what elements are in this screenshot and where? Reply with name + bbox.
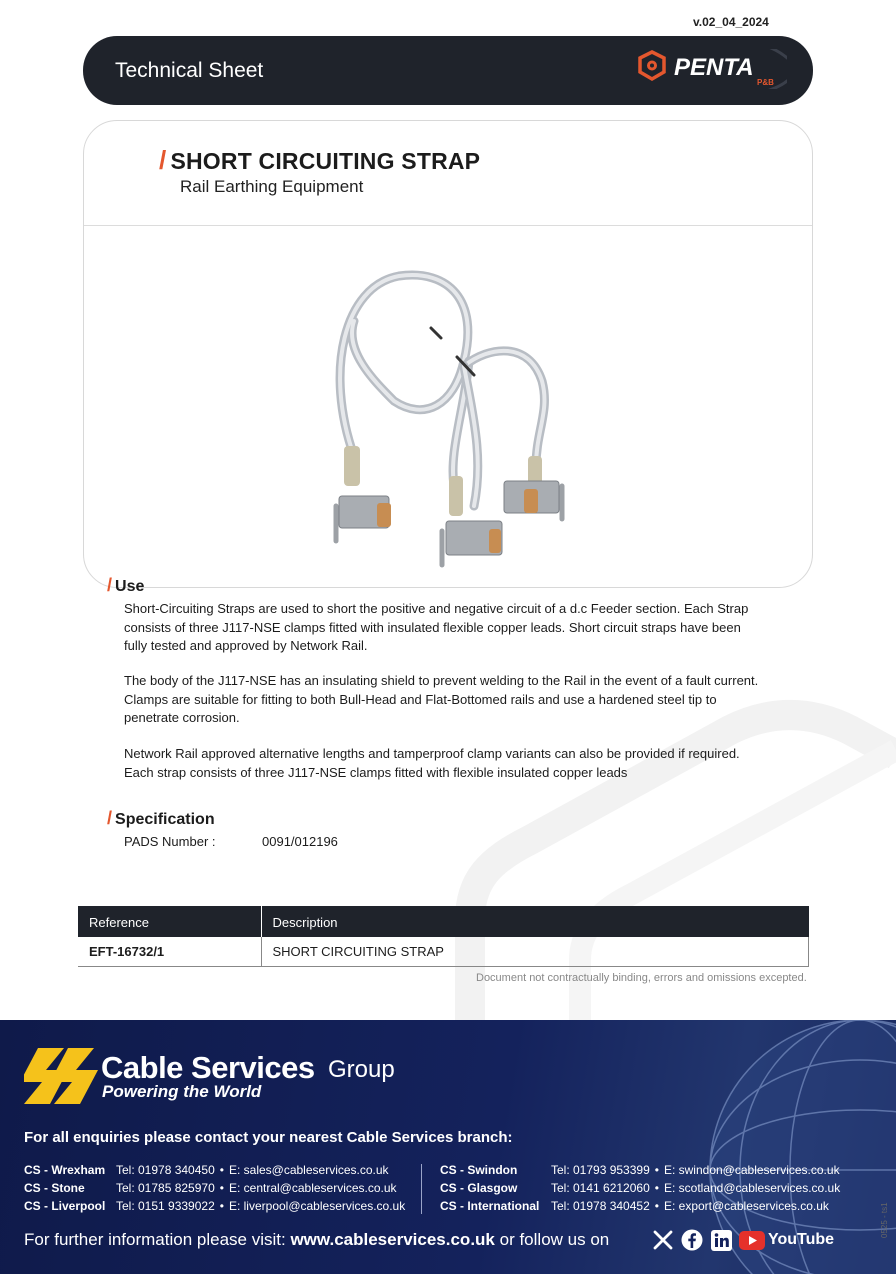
branch-row-international: CS - International Tel: 01978 340452 • E: export@cableservices.co.uk (440, 1199, 829, 1213)
product-card (83, 120, 813, 588)
branch-row-liverpool: CS - Liverpool Tel: 0151 9339022 • E: liverpool@cableservices.co.uk (24, 1199, 406, 1213)
branch-email[interactable]: E: central@cableservices.co.uk (228, 1181, 397, 1195)
disclaimer: Document not contractually binding, errors and omissions excepted. (476, 972, 807, 984)
branch-row-glasgow: CS - Glasgow Tel: 0141 6212060 • E: scotland@cableservices.co.uk (440, 1181, 841, 1195)
branch-email[interactable]: E: export@cableservices.co.uk (663, 1199, 829, 1213)
short-circuiting-strap-image (314, 241, 594, 571)
further-info: For further information please visit: www.cableservices.co.uk or follow us on (24, 1230, 610, 1249)
slash-icon: / (159, 145, 167, 175)
branch-email[interactable]: E: sales@cableservices.co.uk (228, 1163, 389, 1177)
website-link[interactable]: www.cableservices.co.uk (290, 1230, 495, 1249)
youtube-wordmark: YouTube (768, 1231, 835, 1248)
use-paragraph-3: Network Rail approved alternative lengths and tamperproof clamp variants can also be provided if required. Each strap consists of three J117-NSE clamps fitted with flexible insulated copper leads (124, 746, 740, 780)
branch-name: CS - Glasgow (440, 1181, 518, 1195)
pads-number-label: PADS Number : (124, 834, 216, 849)
card-divider (84, 225, 812, 226)
branch-tel[interactable]: Tel: 01978 340452 (551, 1199, 650, 1213)
reference-header: Reference (78, 906, 261, 937)
branch-row-stone: CS - Stone Tel: 01785 825970 • E: central@cableservices.co.uk (24, 1181, 397, 1195)
footer (0, 1020, 896, 1274)
page-title: Technical Sheet (115, 59, 264, 82)
branch-row-swindon: CS - Swindon Tel: 01793 953399 • E: swindon@cableservices.co.uk (440, 1163, 840, 1177)
use-paragraph-1: Short-Circuiting Straps are used to short the positive and negative circuit of a d.c Feeder section. Each Strap consists of three J117-NSE clamps fitted with insulated flexible copper leads. Short circuit straps have been fully tested and approved by Network Rail. (124, 601, 749, 653)
product-title: / SHORT CIRCUITING STRAP (159, 145, 481, 175)
branch-tel[interactable]: Tel: 01793 953399 (551, 1163, 650, 1177)
document-code: 0525 - ts1 (880, 1202, 889, 1238)
svg-text:P&B: P&B (757, 78, 774, 87)
branch-name: CS - Stone (24, 1181, 85, 1195)
reference-cell: EFT-16732/1 (78, 937, 261, 966)
x-icon[interactable] (652, 1229, 674, 1251)
branch-name: CS - Liverpool (24, 1199, 106, 1213)
branch-name: CS - Swindon (440, 1163, 518, 1177)
version-label: v.02_04_2024 (693, 15, 769, 29)
branches-right (440, 1161, 840, 1215)
description-header: Description (261, 906, 809, 937)
company-tagline: Powering the World (102, 1082, 262, 1101)
branch-email[interactable]: E: scotland@cableservices.co.uk (663, 1181, 841, 1195)
branch-row-wrexham: CS - Wrexham Tel: 01978 340450 • E: sales@cableservices.co.uk (24, 1163, 389, 1177)
company-group: Group (328, 1056, 395, 1083)
facebook-icon[interactable] (681, 1229, 703, 1251)
svg-text:PENTA: PENTA (674, 54, 754, 81)
column-divider (421, 1164, 422, 1214)
enquiries-text: For all enquiries please contact your nearest Cable Services branch: (24, 1129, 513, 1146)
description-cell: SHORT CIRCUITING STRAP (261, 937, 809, 966)
branch-tel[interactable]: Tel: 0141 6212060 (551, 1181, 650, 1195)
pads-number-row (124, 834, 338, 849)
youtube-icon[interactable] (739, 1229, 834, 1251)
linkedin-icon[interactable] (710, 1229, 732, 1251)
product-subtitle: Rail Earthing Equipment (180, 177, 364, 196)
branch-email[interactable]: E: liverpool@cableservices.co.uk (228, 1199, 406, 1213)
specification-heading: / Specification (107, 808, 215, 828)
branch-tel[interactable]: Tel: 01978 340450 (116, 1163, 215, 1177)
branch-email[interactable]: E: swindon@cableservices.co.uk (663, 1163, 840, 1177)
reference-table (78, 906, 809, 967)
cable-services-logo-icon (24, 1048, 100, 1104)
header-bar (83, 36, 813, 105)
branches-left (24, 1161, 405, 1215)
branch-name: CS - International (440, 1199, 540, 1213)
slash-icon: / (107, 808, 113, 828)
pads-number-value: 0091/012196 (262, 834, 338, 849)
branch-tel[interactable]: Tel: 01785 825970 (116, 1181, 215, 1195)
company-name: Cable Services (101, 1050, 315, 1085)
use-paragraph-2: The body of the J117-NSE has an insulating shield to prevent welding to the Rail in the event of a fault current. Clamps are suitable for fitting to both Bull-Head and Flat-Bottomed rails and use a hardened steel tip to penetrate corrosion. (124, 673, 759, 725)
table-row (78, 937, 809, 966)
social-links (652, 1228, 834, 1252)
slash-icon: / (107, 575, 113, 595)
branch-name: CS - Wrexham (24, 1163, 106, 1177)
penta-logo (637, 49, 787, 89)
branch-tel[interactable]: Tel: 0151 9339022 (116, 1199, 215, 1213)
use-heading: / Use (107, 575, 145, 595)
